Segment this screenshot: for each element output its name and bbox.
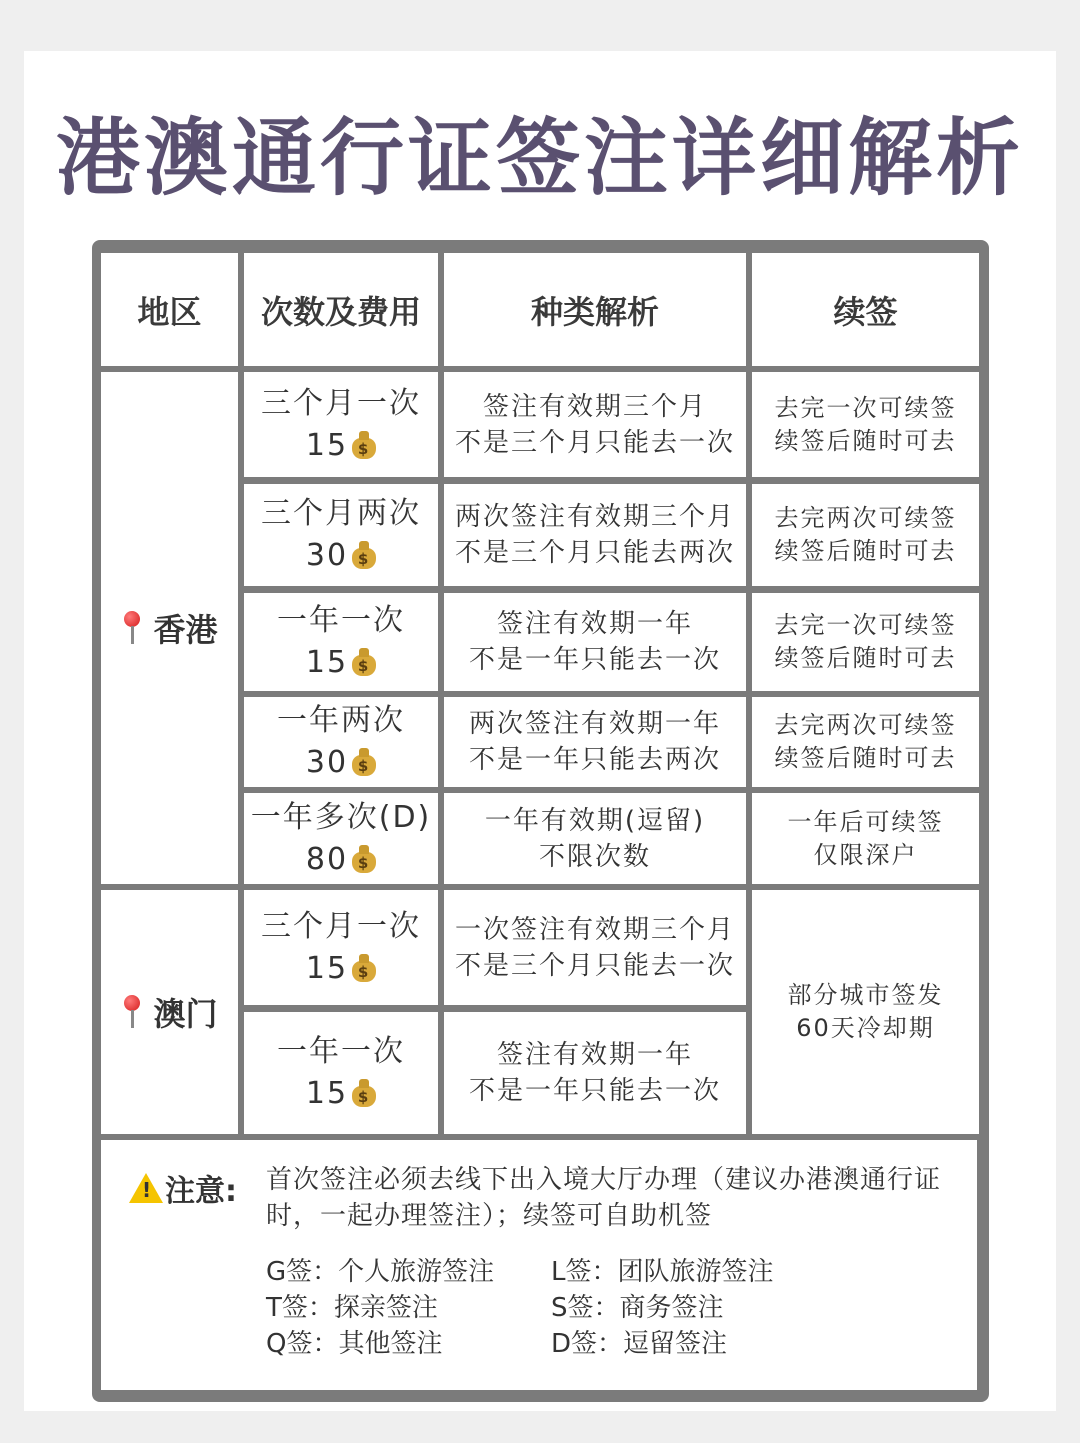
money-bag-icon xyxy=(352,954,376,982)
legend-row xyxy=(266,1326,836,1362)
warning-icon: ! xyxy=(129,1173,163,1203)
table-row-hk-3-count xyxy=(244,593,438,691)
count-label: 三个月一次 xyxy=(261,908,421,944)
desc-line: 不限次数 xyxy=(538,841,651,872)
desc-line: 一年有效期(逗留) xyxy=(484,805,706,836)
fee xyxy=(306,742,376,784)
table-row-mo-2-count xyxy=(244,1012,438,1134)
fee-value: 30 xyxy=(305,745,349,780)
region-label: 香港 xyxy=(153,611,218,649)
desc-line: 一次签注有效期三个月 xyxy=(454,914,735,945)
legend-item-g: G签：个人旅游签注 xyxy=(266,1257,495,1287)
count-label: 一年一次 xyxy=(277,603,405,638)
fee-value: 15 xyxy=(305,427,349,463)
table-row-hk-4-renew xyxy=(752,697,979,787)
table-row-hk-3-desc xyxy=(444,593,746,691)
pushpin-icon xyxy=(121,995,143,1029)
region-hongkong xyxy=(101,372,238,884)
legend-row xyxy=(266,1290,836,1326)
renew-line: 去完两次可续签 xyxy=(774,711,957,739)
table-row-hk-2-desc xyxy=(444,484,746,586)
desc-line: 不是一年只能去一次 xyxy=(468,645,721,675)
money-bag-icon xyxy=(352,541,376,569)
table-row-mo-1-desc xyxy=(444,890,746,1005)
header-type: 种类解析 xyxy=(444,253,746,366)
renew-line: 续签后随时可去 xyxy=(774,744,957,772)
money-bag-icon xyxy=(352,431,376,459)
table-row-hk-3-renew xyxy=(752,593,979,691)
table-row-mo-1-count xyxy=(244,890,438,1005)
fee-value: 15 xyxy=(305,1076,349,1111)
table-row-hk-2-count xyxy=(244,484,438,586)
pushpin-icon xyxy=(121,611,143,645)
table-row-hk-5-renew xyxy=(752,793,979,884)
desc-line: 签注有效期一年 xyxy=(496,609,693,639)
money-bag-icon xyxy=(352,748,376,776)
desc-line: 不是三个月只能去两次 xyxy=(454,538,735,568)
renew-line: 续签后随时可去 xyxy=(774,644,957,672)
desc-line: 签注有效期一年 xyxy=(496,1040,693,1070)
fee-value: 15 xyxy=(305,645,349,680)
table-row-hk-5-desc xyxy=(444,793,746,884)
header-renewal: 续签 xyxy=(752,253,979,366)
table-row-hk-2-renew xyxy=(752,484,979,586)
renew-line: 60天冷却期 xyxy=(796,1014,935,1042)
note-label xyxy=(129,1166,237,1210)
table-row-hk-4-count xyxy=(244,697,438,787)
fee xyxy=(306,839,376,881)
header-region: 地区 xyxy=(101,253,238,366)
fee-value: 80 xyxy=(305,841,349,877)
renew-line: 部分城市签发 xyxy=(787,981,944,1009)
visa-type-legend xyxy=(266,1254,836,1362)
renew-line: 一年后可续签 xyxy=(787,807,944,836)
desc-line: 不是三个月只能去一次 xyxy=(454,950,735,981)
money-bag-icon xyxy=(352,1079,376,1107)
money-bag-icon xyxy=(352,845,376,873)
note-text: 首次签注必须去线下出入境大厅办理（建议办港澳通行证时，一起办理签注）；续签可自助机签 xyxy=(266,1165,942,1231)
renew-line: 续签后随时可去 xyxy=(774,426,957,455)
legend-item-q: Q签：其他签注 xyxy=(266,1329,443,1359)
note-section xyxy=(101,1140,977,1390)
count-label: 三个月一次 xyxy=(261,385,421,421)
region-macau xyxy=(101,890,238,1134)
desc-line: 不是三个月只能去一次 xyxy=(454,427,735,458)
legend-item-s: S签：商务签注 xyxy=(551,1293,724,1323)
header-count-fee: 次数及费用 xyxy=(244,253,438,366)
macau-renewal xyxy=(752,890,979,1134)
desc-line: 签注有效期三个月 xyxy=(482,391,707,422)
renew-line: 续签后随时可去 xyxy=(774,537,957,565)
desc-line: 不是一年只能去两次 xyxy=(468,745,721,775)
count-label: 一年两次 xyxy=(277,703,405,738)
table-row-mo-2-desc xyxy=(444,1012,746,1134)
table-row-hk-5-count xyxy=(244,793,438,884)
legend-item-d: D签：逗留签注 xyxy=(551,1329,728,1359)
renew-line: 去完一次可续签 xyxy=(774,393,957,422)
legend-row xyxy=(266,1254,836,1290)
table-row-hk-4-desc xyxy=(444,697,746,787)
fee xyxy=(306,948,376,990)
desc-line: 两次签注有效期三个月 xyxy=(454,502,735,532)
desc-line: 两次签注有效期一年 xyxy=(468,709,721,739)
table-row-hk-1-desc xyxy=(444,372,746,477)
fee xyxy=(306,425,376,467)
count-label: 三个月两次 xyxy=(261,496,421,531)
note-label-text: 注意: xyxy=(165,1174,237,1209)
fee-value: 30 xyxy=(305,538,349,573)
renew-line: 去完一次可续签 xyxy=(774,611,957,639)
renew-line: 去完两次可续签 xyxy=(774,504,957,532)
count-label: 一年多次(D) xyxy=(250,799,432,835)
region-label: 澳门 xyxy=(153,995,218,1033)
page-title: 港澳通行证签注详细解析 xyxy=(55,109,1024,207)
fee xyxy=(306,1073,376,1115)
money-bag-icon xyxy=(352,648,376,676)
legend-item-l: L签：团队旅游签注 xyxy=(551,1257,774,1287)
count-label: 一年一次 xyxy=(277,1034,405,1069)
table-row-hk-1-renew xyxy=(752,372,979,477)
fee xyxy=(306,535,376,577)
desc-line: 不是一年只能去一次 xyxy=(468,1076,721,1106)
fee-value: 15 xyxy=(305,950,349,986)
table-row-hk-1-count xyxy=(244,372,438,477)
renew-line: 仅限深户 xyxy=(813,840,918,869)
fee xyxy=(306,642,376,684)
legend-item-t: T签：探亲签注 xyxy=(266,1293,438,1323)
